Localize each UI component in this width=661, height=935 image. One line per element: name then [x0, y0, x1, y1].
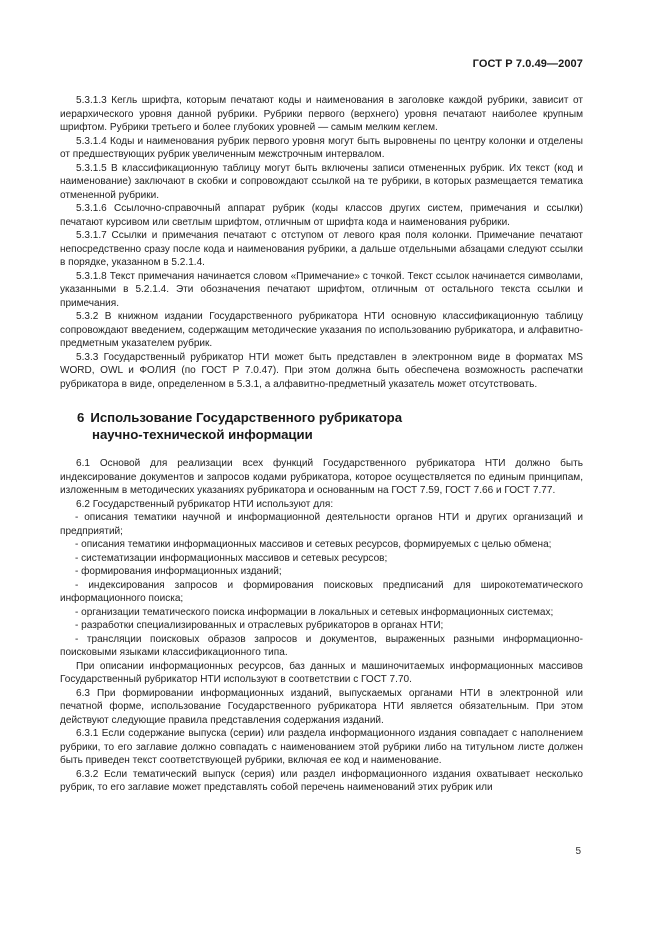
section-title-line1: Использование Государственного рубрикатора: [90, 410, 403, 425]
paragraph: 6.2 Государственный рубрикатор НТИ используют для:: [76, 498, 334, 510]
list-item: - организации тематического поиска информации в локальных и сетевых информационных системах;: [75, 606, 554, 618]
page-body: [60, 94, 583, 795]
paragraph: 5.3.1.5 В классификационную таблицу могут быть включены записи отмененных рубрик. Их текст (код и наименование) заключают в скобки и сопровождают ссылкой на те рубрики, в которых размещается тематика отмененной рубрики.: [60, 162, 583, 201]
section-heading: [77, 409, 583, 443]
list-item: - трансляции поисковых образов запросов и документов, выраженных разными информационно-поисковыми языками классификационного типа.: [60, 633, 583, 658]
list-item: - формирования информационных изданий;: [75, 566, 282, 577]
list-item: - описания тематики информационных массивов и сетевых ресурсов, формируемых с целью обмена;: [75, 539, 552, 550]
paragraph: При описании информационных ресурсов, баз данных и машиночитаемых информационных массивов Государственный рубрикатор НТИ используют в соответствии с ГОСТ 7.70.: [60, 660, 583, 685]
paragraph: 5.3.3 Государственный рубрикатор НТИ может быть представлен в электронном виде в форматах MS WORD, OWL и ФОЛИЯ (по ГОСТ Р 7.0.47). При этом должна быть обеспечена возможность распечатки рубрикатора в виде, определенном в 5.3.1, а алфавитно-предметный указатель может отсутствовать.: [60, 351, 583, 390]
paragraph: 5.3.1.7 Ссылки и примечания печатают с отступом от левого края поля колонки. Примечание печатают непосредственно сразу после кода и наименования рубрики, а дальше отдельными абзацами следуют ссылки в порядке, указанном в 5.2.1.4.: [60, 230, 583, 268]
section-number: 6: [77, 410, 85, 425]
paragraph: 5.3.1.3 Кегль шрифта, которым печатают коды и наименования в заголовке каждой рубрики, зависит от иерархического уровня данной рубрики. Рубрики первого (верхнего) уровня печатают наиболее крупным шрифтом. Рубрики третьего и более глубоких уровней — самым мелким кеглем.: [60, 95, 583, 133]
paragraph: 5.3.1.4 Коды и наименования рубрик первого уровня могут быть выровнены по центру колонки и отделены от предшествующих рубрик увеличенным межстрочным интервалом.: [60, 135, 583, 160]
section-title-line2: научно-технической информации: [92, 427, 313, 442]
list-item: - разработки специализированных и отраслевых рубрикаторов в органах НТИ;: [75, 620, 444, 631]
page-number: 5: [575, 846, 581, 857]
list-item: - систематизации информационных массивов и сетевых ресурсов;: [75, 552, 388, 564]
list-item: - индексирования запросов и формирования поисковых предписаний для широкотематического информационного поиска;: [60, 579, 583, 604]
paragraph: 6.3.2 Если тематический выпуск (серия) или раздел информационного издания охватывает несколько рубрик, то его заглавие может представлять собой перечень наименований этих рубрик или: [60, 768, 583, 793]
section-heading-line1: [77, 409, 583, 426]
paragraph: 5.3.1.6 Ссылочно-справочный аппарат рубрик (коды классов других систем, примечания и ссылки) печатают курсивом или светлым шрифтом, отличным от шрифта кода и наименования рубрики.: [60, 203, 583, 228]
standard-id-header: ГОСТ Р 7.0.49—2007: [472, 58, 583, 70]
paragraph: 6.1 Основой для реализации всех функций Государственного рубрикатора НТИ должно быть индексирование документов и запросов кодами рубрикатора, которое осуществляется по единым принципам, изложенным в методических указаниях рубрикатора и основанным на ГОСТ 7.59, ГОСТ 7.66 и ГОСТ 7.77.: [60, 458, 583, 496]
paragraph: 5.3.2 В книжном издании Государственного рубрикатора НТИ основную классификационную таблицу сопровождают введением, содержащим методические указания по использованию рубрикатора, и алфавитно-предметным указателем рубрик.: [60, 311, 583, 349]
list-item: - описания тематики научной и информационной деятельности органов НТИ и других организаций и предприятий;: [60, 512, 583, 537]
paragraph: 6.3 При формировании информационных изданий, выпускаемых органами НТИ в электронной или печатной форме, использование Государственного рубрикатора НТИ является обязательным. При этом действуют следующие правила представления содержания изданий.: [60, 687, 583, 726]
paragraph: 6.3.1 Если содержание выпуска (серии) или раздела информационного издания совпадает с наполнением рубрики, то его заглавие должно совпадать с наименованием этой рубрики либо на титульном листе должен быть приведен текст соответствующей рубрики, включая ее код и наименование.: [60, 728, 583, 766]
paragraph: 5.3.1.8 Текст примечания начинается словом «Примечание» с точкой. Текст ссылок начинается символами, указанными в 5.2.1.4. Эти обозначения печатают шрифтом, отличным от остального текста ссылки и примечания.: [60, 270, 583, 309]
